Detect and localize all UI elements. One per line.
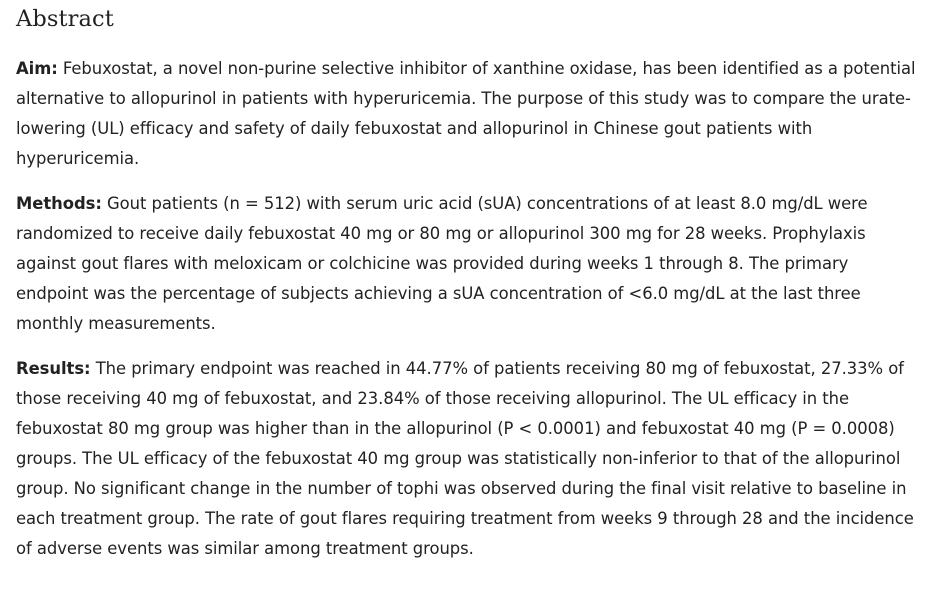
abstract-container <box>16 0 922 564</box>
aim-label: Aim: <box>16 59 58 78</box>
methods-paragraph <box>16 189 922 339</box>
results-paragraph <box>16 354 922 564</box>
methods-label: Methods: <box>16 194 102 213</box>
results-text: The primary endpoint was reached in 44.77% of patients receiving 80 mg of febuxostat, 27.33% of those receiving 40 mg of febuxostat, and 23.84% of those receiving allopurinol. The UL efficacy in the febuxostat 80 mg group was higher than in the allopurinol (P < 0.0001) and febuxostat 40 mg (P = 0.0008) groups. The UL efficacy of the febuxostat 40 mg group was statistically non-inferior to that of the allopurinol group. No significant change in the number of tophi was observed during the final visit relative to baseline in each treatment group. The rate of gout flares requiring treatment from weeks 9 through 28 and the incidence of adverse events was similar among treatment groups. <box>16 359 914 558</box>
aim-text: Febuxostat, a novel non-purine selective inhibitor of xanthine oxidase, has been identified as a potential alternative to allopurinol in patients with hyperuricemia. The purpose of this study was to compare the urate-lowering (UL) efficacy and safety of daily febuxostat and allopurinol in Chinese gout patients with hyperuricemia. <box>16 59 916 168</box>
abstract-heading: Abstract <box>16 6 114 32</box>
aim-paragraph <box>16 54 922 174</box>
results-label: Results: <box>16 359 91 378</box>
methods-text: Gout patients (n = 512) with serum uric acid (sUA) concentrations of at least 8.0 mg/dL were randomized to receive daily febuxostat 40 mg or 80 mg or allopurinol 300 mg for 28 weeks. Prophylaxis against gout flares with meloxicam or colchicine was provided during weeks 1 through 8. The primary endpoint was the percentage of subjects achieving a sUA concentration of <6.0 mg/dL at the last three monthly measurements. <box>16 194 868 333</box>
